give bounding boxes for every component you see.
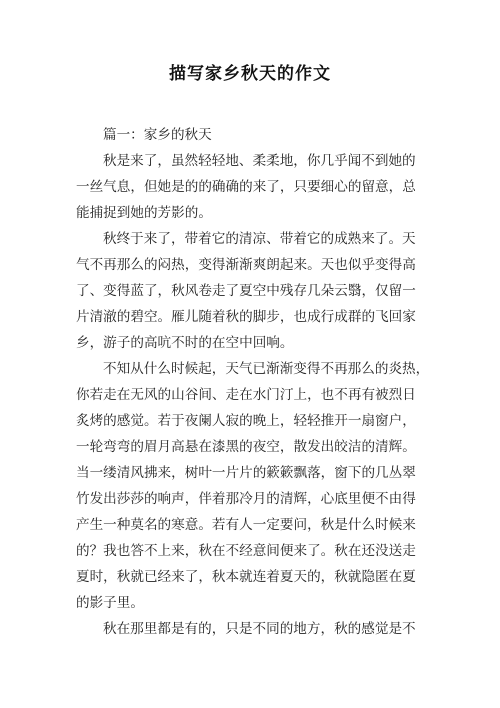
paragraph-line: 不知从什么时候起，天气已渐渐变得不再那么的炎热， [103, 361, 430, 377]
paragraph-line: 一轮弯弯的眉月高悬在漆黑的夜空，散发出皎洁的清辉。 [76, 439, 416, 455]
paragraph-line: 产生一种莫名的寒意。若有人一定要问，秋是什么时候来 [76, 517, 416, 533]
paragraph-line: 了、变得蓝了，秋风卷走了夏空中残存几朵云翳，仅留一 [76, 283, 416, 299]
paragraph-line: 气不再那么的闷热，变得渐渐爽朗起来。天也似乎变得高 [76, 257, 416, 273]
paragraph-line: 一丝气息，但她是的的确确的来了，只要细心的留意，总 [76, 179, 416, 195]
paragraph-line: 炙烤的感觉。若于夜阑人寂的晚上，轻轻推开一扇窗户， [76, 413, 416, 429]
paragraph-3 [76, 356, 430, 616]
paragraph-line: 夏时，秋就已经来了，秋本就连着夏天的，秋就隐匿在夏 [76, 569, 416, 585]
paragraph-2 [76, 226, 416, 356]
paragraph-line: 片清澈的碧空。雁儿随着秋的脚步，也成行成群的飞回家 [76, 309, 416, 325]
paragraph-line: 能捕捉到她的芳影的。 [76, 205, 212, 221]
paragraph-4 [76, 616, 416, 642]
paragraph-line: 当一缕清风拂来，树叶一片片的簌簌飘落，窗下的几丛翠 [76, 465, 416, 481]
page-title: 描写家乡秋天的作文 [169, 64, 331, 84]
paragraph-1 [76, 148, 416, 226]
section-heading: 篇一：家乡的秋天 [103, 127, 212, 143]
paragraph-line: 的？我也答不上来，秋在不经意间便来了。秋在还没送走 [76, 543, 416, 559]
paragraph-line: 乡，游子的高吭不时的在空中回响。 [76, 335, 294, 351]
paragraph-line: 秋在那里都是有的，只是不同的地方，秋的感觉是不 [103, 621, 416, 637]
article-body [76, 122, 430, 642]
paragraph-line: 竹发出莎莎的响声，伴着那冷月的清辉，心底里便不由得 [76, 491, 416, 507]
paragraph-line: 秋终于来了，带着它的清凉、带着它的成熟来了。天 [103, 231, 416, 247]
paragraph-line: 的影子里。 [76, 595, 144, 611]
paragraph-line: 秋是来了，虽然轻轻地、柔柔地，你几乎闻不到她的 [103, 153, 416, 169]
paragraph-line: 你若走在无风的山谷间、走在水门汀上，也不再有被烈日 [76, 387, 416, 403]
